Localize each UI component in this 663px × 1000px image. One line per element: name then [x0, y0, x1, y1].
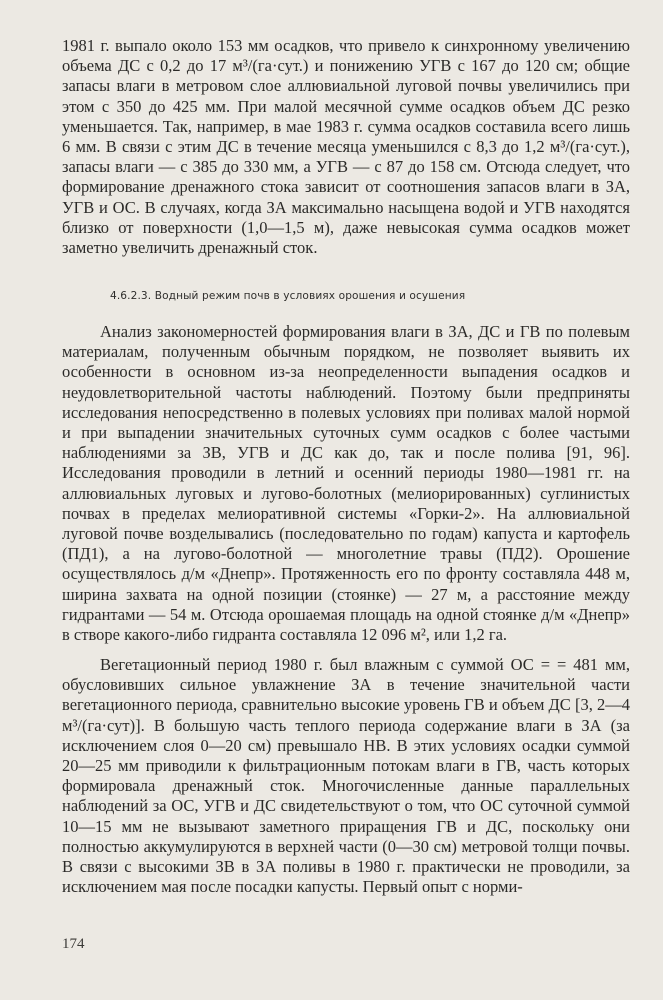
- section-heading: 4.6.2.3. Водный режим почв в условиях орошения и осушения: [110, 290, 466, 302]
- paragraph-1: 1981 г. выпало около 153 мм осадков, что привело к синхронному увеличению объема ДС с 0,2 до 17 м³/(га·сут.) и понижению УГВ с 167 до 120 см; общие запасы влаги в метровом слое аллювиальной луговой почвы увеличились при этом с 350 до 425 мм. При малой месячной сумме осадков объем ДС резко уменьшается. Так, например, в мае 1983 г. сумма осадков составила всего лишь 6 мм. В связи с этим ДС в течение месяца уменьшился с 8,3 до 1,2 м³/(га·сут.), запасы влаги — с 385 до 330 мм, а УГВ — с 87 до 158 см. Отсюда следует, что формирование дренажного стока зависит от соотношения запасов влаги в ЗА, УГВ и ОС. В случаях, когда ЗА максимально насыщена водой и УГВ находятся близко от поверхности (1,0—1,5 м), даже невысокая сумма осадков может заметно увеличить дренажный сток.: [62, 36, 630, 258]
- page-number: 174: [62, 936, 85, 952]
- paragraph-3: Вегетационный период 1980 г. был влажным с суммой ОС = = 481 мм, обусловивших сильное увлажнение ЗА в течение значительной части вегетационного периода, сравнительно высокие уровень ГВ и объем ДС [3, 2—4 м³/(га·сут)]. В большую часть теплого периода содержание влаги в ЗА (за исключением слоя 0—20 см) превышало НВ. В этих условиях осадки суммой 20—25 мм приводили к фильтрационным потокам влаги в ГВ, часть которых формировала дренажный сток. Многочисленные данные параллельных наблюдений за ОС, УГВ и ДС свидетельствуют о том, что ОС суточной суммой 10—15 мм не вызывают заметного приращения ГВ и ДС, поскольку они полностью аккумулируются в верхней части (0—30 см) метровой толщи почвы. В связи с высокими ЗВ в ЗА поливы в 1980 г. практически не проводили, за исключением мая после посадки капусты. Первый опыт с норми-: [62, 655, 630, 897]
- paragraph-2: Анализ закономерностей формирования влаги в ЗА, ДС и ГВ по полевым материалам, полученным обычным порядком, не позволяет выявить их особенности в основном из-за неопределенности выпадения осадков и неудовлетворительной частоты наблюдений. Поэтому были предприняты исследования непосредственно в полевых условиях при поливах малой нормой и при выпадении значительных суточных сумм осадков с более частыми наблюдениями за ЗВ, УГВ и ДС как до, так и после полива [91, 96]. Исследования проводили в летний и осенний периоды 1980—1981 гг. на аллювиальных луговых и лугово-болотных (мелиорированных) суглинистых почвах в пределах мелиоративной системы «Горки-2». На аллювиальной луговой почве возделывались (последовательно по годам) капуста и картофель (ПД1), а на лугово-болотной — многолетние травы (ПД2). Орошение осуществлялось д/м «Днепр». Протяженность его по фронту составляла 448 м, ширина захвата на одной позиции (стоянке) — 27 м, а расстояние между гидрантами — 54 м. Отсюда орошаемая площадь на одной стоянке д/м «Днепр» в створе какого-либо гидранта составляла 12 096 м², или 1,2 га.: [62, 322, 630, 645]
